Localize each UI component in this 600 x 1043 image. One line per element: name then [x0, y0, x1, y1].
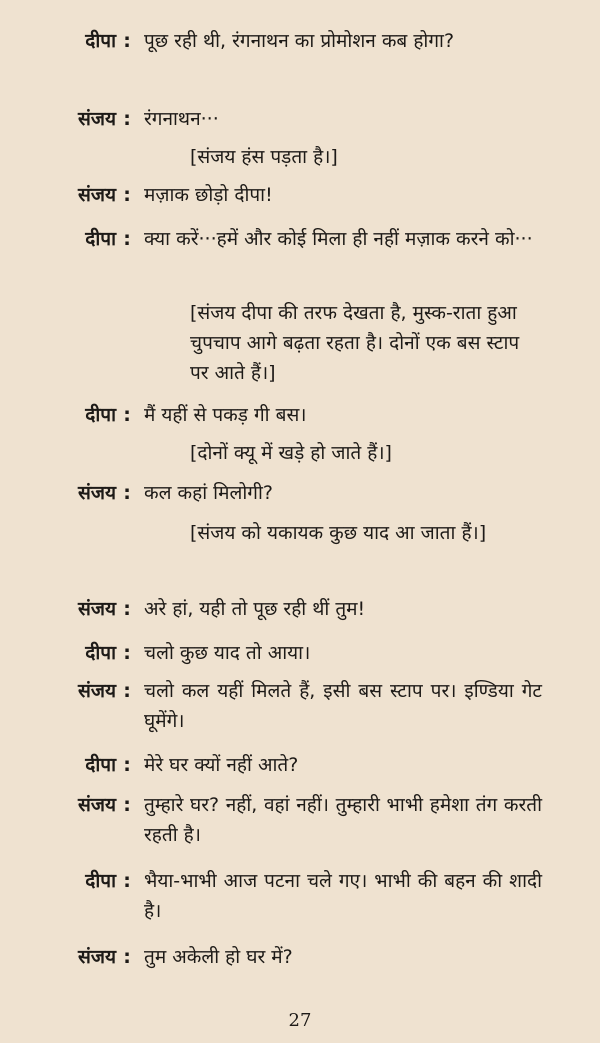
dialogue-text: मैं यहीं से पकड़ गी बस। — [144, 404, 307, 426]
speaker-name: संजय — [78, 794, 116, 816]
speaker-separator: : — [123, 184, 131, 206]
speaker-separator: : — [123, 946, 131, 968]
stage-direction-text: [दोनों क्यू में खड़े हो जाते हैं।] — [190, 442, 392, 464]
speaker-name: दीपा — [85, 404, 116, 426]
dialogue-text: रंगनाथन··· — [144, 108, 219, 130]
speaker-name: संजय — [78, 598, 116, 620]
speaker-name: दीपा — [85, 642, 116, 664]
speaker-name: दीपा — [85, 870, 116, 892]
dialogue-text: कल कहां मिलोगी? — [144, 482, 273, 504]
dialogue-text: भैया-भाभी आज पटना चले गए। भाभी की बहन की शादी है। — [144, 870, 542, 922]
speaker-separator: : — [123, 870, 131, 892]
speaker-name: दीपा — [85, 30, 116, 52]
speaker-name: दीपा — [85, 228, 116, 250]
dialogue-text: तुम अकेली हो घर में? — [144, 946, 293, 968]
speaker-separator: : — [123, 642, 131, 664]
speaker-separator: : — [123, 598, 131, 620]
dialogue-text: तुम्हारे घर? नहीं, वहां नहीं। तुम्हारी भाभी हमेशा तंग करती रहती है। — [144, 794, 542, 846]
dialogue-text: पूछ रही थी, रंगनाथन का प्रोमोशन कब होगा? — [144, 30, 455, 52]
stage-direction-text: [संजय दीपा की तरफ देखता है, मुस्क-राता हुआ चुपचाप आगे बढ़ता रहता है। दोनों एक बस स्टाप पर आते हैं।] — [190, 302, 520, 384]
speaker-separator: : — [123, 228, 131, 250]
speaker-name: संजय — [78, 946, 116, 968]
speaker-separator: : — [123, 680, 131, 702]
dialogue-text: अरे हां, यही तो पूछ रही थीं तुम! — [144, 598, 366, 620]
dialogue-text: चलो कुछ याद तो आया। — [144, 642, 311, 664]
speaker-separator: : — [123, 482, 131, 504]
speaker-name: संजय — [78, 184, 116, 206]
dialogue-text: क्या करें···हमें और कोई मिला ही नहीं मज़ाक करने को··· — [144, 228, 533, 250]
page-number: 27 — [288, 1010, 312, 1031]
dialogue-text: चलो कल यहीं मिलते हैं, इसी बस स्टाप पर। इण्डिया गेट घूमेंगे। — [144, 680, 542, 732]
dialogue-text: मज़ाक छोड़ो दीपा! — [144, 184, 273, 206]
speaker-separator: : — [123, 754, 131, 776]
speaker-name: संजय — [78, 108, 116, 130]
speaker-name: संजय — [78, 680, 116, 702]
dialogue-text: मेरे घर क्यों नहीं आते? — [144, 754, 299, 776]
speaker-name: संजय — [78, 482, 116, 504]
speaker-separator: : — [123, 794, 131, 816]
speaker-separator: : — [123, 108, 131, 130]
speaker-name: दीपा — [85, 754, 116, 776]
stage-direction-text: [संजय हंस पड़ता है।] — [190, 146, 338, 168]
speaker-separator: : — [123, 30, 131, 52]
speaker-separator: : — [123, 404, 131, 426]
stage-direction-text: [संजय को यकायक कुछ याद आ जाता हैं।] — [190, 522, 487, 544]
